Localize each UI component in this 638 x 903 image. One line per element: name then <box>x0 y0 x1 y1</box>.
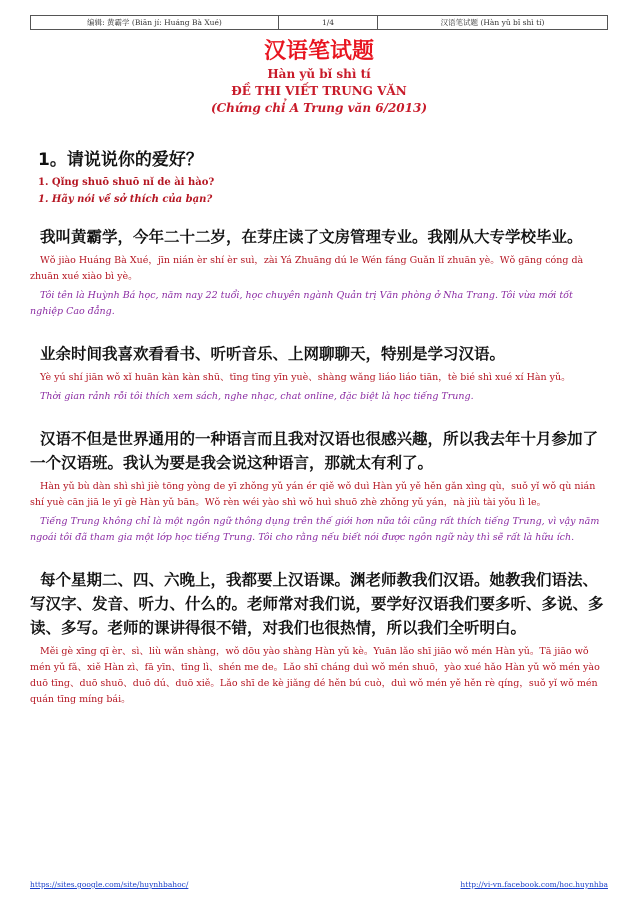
header-page-number: 1/4 <box>279 16 378 29</box>
paragraph-pinyin: Měi gè xīng qī èr、sì、liù wǎn shàng，wǒ dōu yào shàng Hàn yǔ kè。Yuān lǎo shī jiāo wǒ mén Hàn yǔ。Tā jiāo wǒ mén yǔ fǎ、xiě Hàn zì、fā yīn、tīng lì、shén me de。Lǎo shī cháng duì wǒ mén shuō，yào xué hǎo Hàn yǔ wǒ mén yào duō tīng、duō shuō、duō dú、duō xiě。Lǎo shī de kè jiǎng dé hěn bú cuò，duì wǒ mén yě hěn rè qíng，suǒ yǐ wǒ mén quán tīng míng bái。 <box>30 646 600 705</box>
footer-facebook-link[interactable]: http://vi-vn.facebook.com/hoc.huynhba <box>460 880 608 889</box>
question-chinese: 1。请说说你的爱好？ <box>38 150 203 170</box>
page-footer <box>30 880 608 889</box>
paragraph-1 <box>30 225 608 320</box>
paragraph-pinyin: Hàn yǔ bù dàn shì shì jiè tōng yòng de yī zhǒng yǔ yán ér qiě wǒ duì Hàn yǔ yě hěn gǎn xìng qù，suǒ yǐ wǒ qù nián shí yuè cān jiā le yī gè Hàn yǔ bān。Wǒ rèn wéi yào shì wǒ huì shuō zhè zhǒng yǔ yán，nà jiù tài yǒu lì le。 <box>30 481 596 508</box>
question-pinyin: 1. Qǐng shuō shuō nǐ de ài hào? <box>38 177 215 188</box>
question-vietnamese: 1. Hãy nói về sở thích của bạn? <box>38 194 213 205</box>
paragraph-chinese: 每个星期二、四、六晚上，我都要上汉语课。渊老师教我们汉语。她教我们语法、写汉字、发音、听力、什么的。老师常对我们说，要学好汉语我们要多听、多说、多读、多写。老师的课讲得很不错，对我们也很热情，所以我们全听明白。 <box>30 571 604 637</box>
paragraph-chinese: 我叫黄霸学，今年二十二岁，在芽庄读了文房管理专业。我刚从大专学校毕业。 <box>40 228 583 246</box>
title-block <box>0 38 638 117</box>
document-body <box>30 145 608 730</box>
paragraph-pinyin: Yè yú shí jiān wǒ xǐ huān kàn kàn shū、tīng tīng yīn yuè、shàng wǎng liáo liáo tiān，tè bié shì xué xí Hàn yǔ。 <box>40 372 571 383</box>
paragraph-4 <box>30 568 608 708</box>
paragraph-vietnamese: Tôi tên là Huỳnh Bá học, năm nay 22 tuổi, học chuyên ngành Quản trị Văn phòng ở Nha Trang. Tôi vừa mới tốt nghiệp Cao đẳng. <box>30 290 573 317</box>
paragraph-2 <box>30 342 608 405</box>
title-pinyin: Hàn yǔ bǐ shì tí <box>267 67 371 81</box>
paragraph-vietnamese: Thời gian rảnh rỗi tôi thích xem sách, nghe nhạc, chat online, đặc biệt là học tiếng Trung. <box>40 391 474 402</box>
paragraph-vietnamese: Tiếng Trung không chỉ là một ngôn ngữ thông dụng trên thế giới hơn nữa tôi cũng rất thích tiếng Trung, vì vậy năm ngoái tôi đã tham gia một lớp học tiếng Trung. Tôi cho rằng nếu biết nói được ngôn ngữ này thì sẽ rất là hữu ích. <box>30 516 600 543</box>
header-editor: 编辑: 黄霸学 (Biān jí: Huáng Bà Xué) <box>31 16 279 29</box>
title-vietnamese: ĐỀ THI VIẾT TRUNG VĂN <box>231 84 407 98</box>
title-chinese: 汉语笔试题 <box>263 39 374 64</box>
paragraph-chinese: 业余时间我喜欢看看书、听听音乐、上网聊聊天，特别是学习汉语。 <box>40 345 506 363</box>
page-header <box>30 15 608 30</box>
paragraph-chinese: 汉语不但是世界通用的一种语言而且我对汉语也很感兴趣，所以我去年十月参加了一个汉语班。我认为要是我会说这种语言，那就太有利了。 <box>30 430 599 472</box>
paragraph-pinyin: Wǒ jiào Huáng Bà Xué，jīn nián èr shí èr suì，zài Yá Zhuāng dú le Wén fáng Guǎn lǐ zhuān yè。Wǒ gāng cóng dà zhuān xué xiào bì yè。 <box>30 255 584 282</box>
footer-site-link[interactable]: https://sites.google.com/site/huynhbahoc/ <box>30 880 189 889</box>
title-subtitle: (Chứng chỉ A Trung văn 6/2013) <box>210 101 428 115</box>
header-doc-title: 汉语笔试题 (Hàn yǔ bǐ shì tí) <box>440 18 545 27</box>
paragraph-3 <box>30 427 608 546</box>
